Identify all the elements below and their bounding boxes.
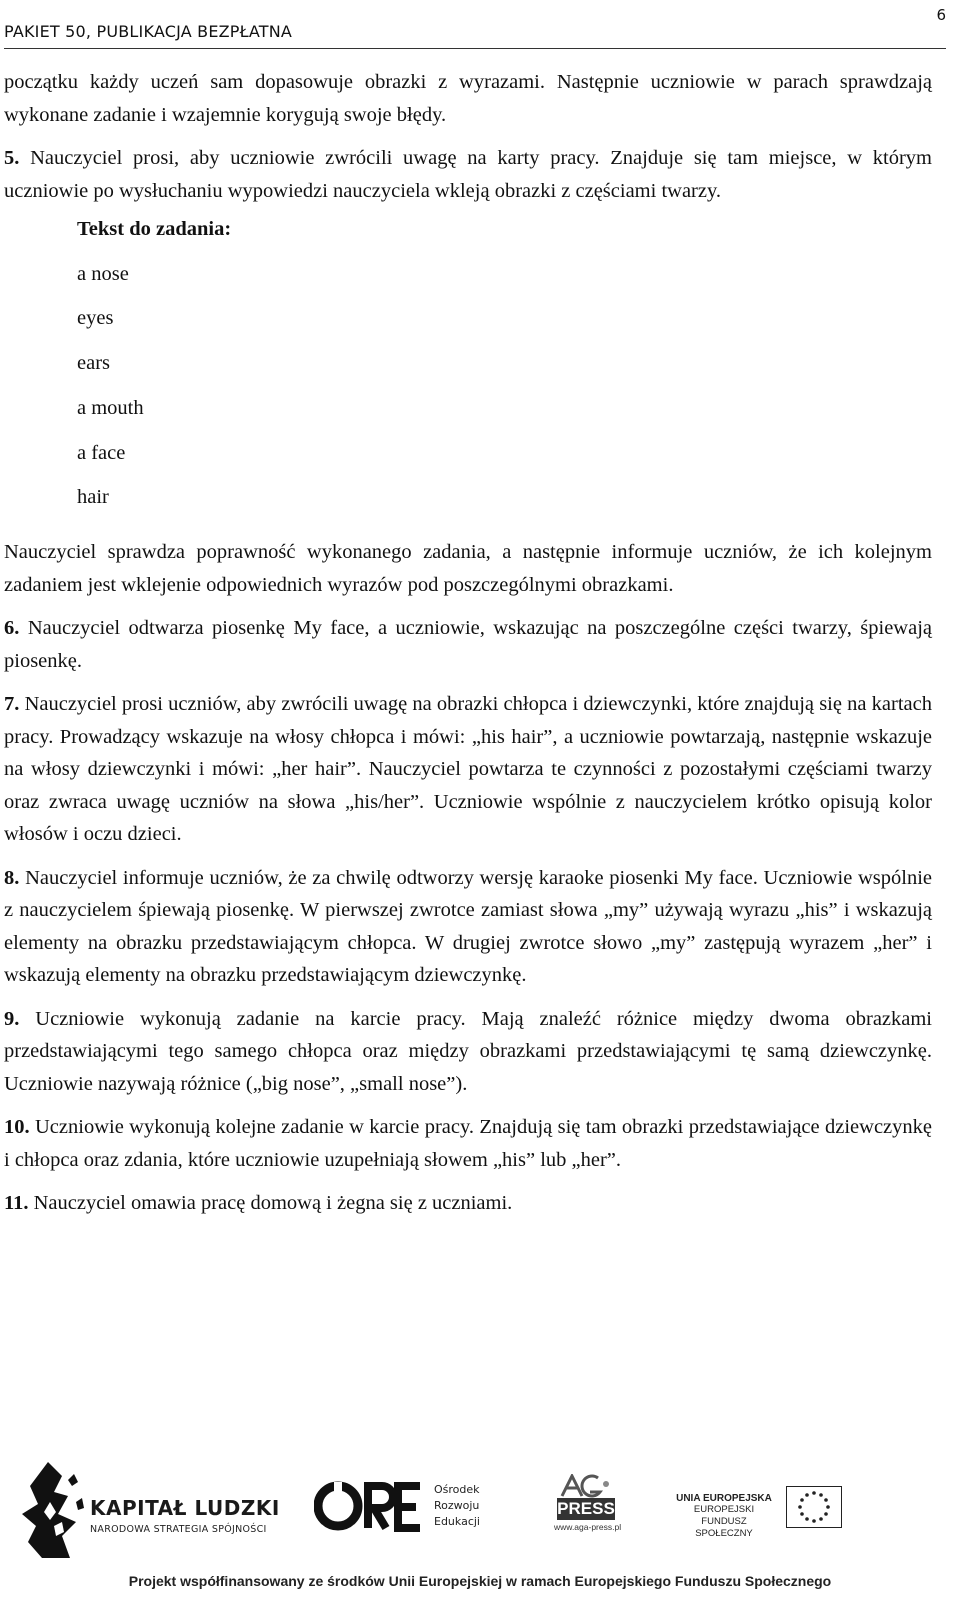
eu-text [674,1493,774,1540]
eu-subtitle: FUNDUSZ SPOŁECZNY [695,1516,753,1539]
step-number: 8. [4,866,20,889]
step-number: 7. [4,693,20,716]
step-number: 5. [4,147,20,169]
ore-line: Ośrodek [434,1483,480,1496]
document-body [4,66,932,1231]
kapital-ludzki-logo-icon [18,1462,86,1562]
step-text: Nauczyciel prosi uczniów, aby zwrócili uwagę na obrazki chłopca i dziewczynki, które znajdują się na kartach pracy. Prowadzący wskazuje na włosy chłopca i mówi: „his hair”, a uczniowie powtarzają, następnie wskazuje na włosy dziewczynki i mówi: „her hair”. Nauczyciel powtarza te czynności z pozostałymi częściami twarzy oraz zwraca uwagę uczniów na słowa „his/her”. Uczniowie wspólnie z nauczycielem krótko opisują kolor włosów i oczu dzieci. [4,693,933,846]
vocabulary-item: ears [77,352,111,375]
kapital-ludzki-text [90,1496,280,1535]
paragraph-continuation: początku każdy uczeń sam dopasowuje obrazki z wyrazami. Następnie uczniowie w parach sprawdzają wykonane zadanie i wzajemnie korygują swoje błędy. [4,71,932,126]
funding-note: Projekt współfinansowany ze środków Unii Europejskiej w ramach Europejskiego Funduszu Społecznego [128,1573,832,1589]
kapital-ludzki-subtitle: NARODOWA STRATEGIA SPÓJNOŚCI [90,1524,267,1535]
kapital-ludzki-title: KAPITAŁ LUDZKI [90,1496,280,1520]
vocabulary-list [77,258,932,527]
step-text: Nauczyciel prosi, aby uczniowie zwrócili uwagę na karty pracy. Znajduje się tam miejsce, w którym uczniowie po wysłuchaniu wypowiedzi nauczyciela wkleją obrazki z częściami twarzy. [4,147,933,202]
step-text: Nauczyciel informuje uczniów, że za chwilę odtworzy wersję karaoke piosenki My face. Uczniowie wspólnie z nauczycielem śpiewają piosenkę. W pierwszej zwrotce zamiast słowa „my” używają wyrazu „his” i wskazują elementy na obrazku przedstawiającym chłopca. W drugiej zwrotce słowo „my” zastępują wyrazem „her” i wskazują elementy na obrazku przedstawiającym dziewczynkę. [4,866,933,987]
header-title: PAKIET 50, PUBLIKACJA BEZPŁATNA [4,22,293,41]
page-number: 6 [936,6,946,24]
ore-line: Rozwoju [434,1499,480,1512]
press-url: www.aga-press.pl [554,1522,622,1532]
step-text: Uczniowie wykonują kolejne zadanie w karcie pracy. Znajdują się tam obrazki przedstawiające dziewczynkę i chłopca oraz zdania, które uczniowie uzupełniają słowem „his” lub „her”. [4,1116,932,1171]
press-label: PRESS [557,1499,615,1518]
step-text: Nauczyciel odtwarza piosenkę My face, a uczniowie, wskazując na poszczególne części twarzy, śpiewają piosenkę. [4,617,933,672]
paragraph-step-6 [4,612,932,677]
paragraph-after-task: Nauczyciel sprawdza poprawność wykonanego zadania, a następnie informuje uczniów, że ich kolejnym zadaniem jest wklejenie odpowiednich wyrazów pod poszczególnymi obrazkami. [4,541,932,596]
vocabulary-item: a mouth [77,396,144,419]
eu-subtitle: EUROPEJSKI [693,1504,755,1515]
ore-line: Edukacji [434,1515,480,1528]
aga-logo-icon [560,1474,612,1498]
eu-flag-icon [786,1486,842,1528]
step-text: Uczniowie wykonują zadanie na karcie pracy. Mają znaleźć różnice między dwoma obrazkami przedstawiającymi tego samego chłopca oraz między obrazkami przedstawiającymi tę samą dziewczynkę. Uczniowie nazywają różnice („big nose”, „small nose”). [4,1007,933,1095]
paragraph-step-5 [4,142,932,207]
ore-logo-icon [314,1480,426,1532]
vocabulary-item: a face [77,441,126,464]
step-number: 11. [4,1192,29,1215]
paragraph-step-9 [4,1003,932,1101]
paragraph-step-11 [4,1187,932,1220]
step-number: 6. [4,617,20,640]
task-text-block [77,213,932,526]
paragraph-step-7 [4,688,932,851]
paragraph-step-10 [4,1111,932,1176]
paragraph-step-8 [4,862,932,992]
vocabulary-item: hair [77,486,109,509]
vocabulary-item: eyes [77,307,114,330]
task-title: Tekst do zadania: [77,218,232,240]
step-text: Nauczyciel omawia pracę domową i żegna się z uczniami. [33,1192,513,1215]
step-number: 9. [4,1007,20,1030]
eu-title: UNIA EUROPEJSKA [676,1493,772,1504]
ore-subtitle [434,1482,480,1530]
page-header [4,6,946,49]
step-number: 10. [4,1116,30,1139]
page-footer [0,1450,960,1609]
vocabulary-item: a nose [77,262,129,285]
